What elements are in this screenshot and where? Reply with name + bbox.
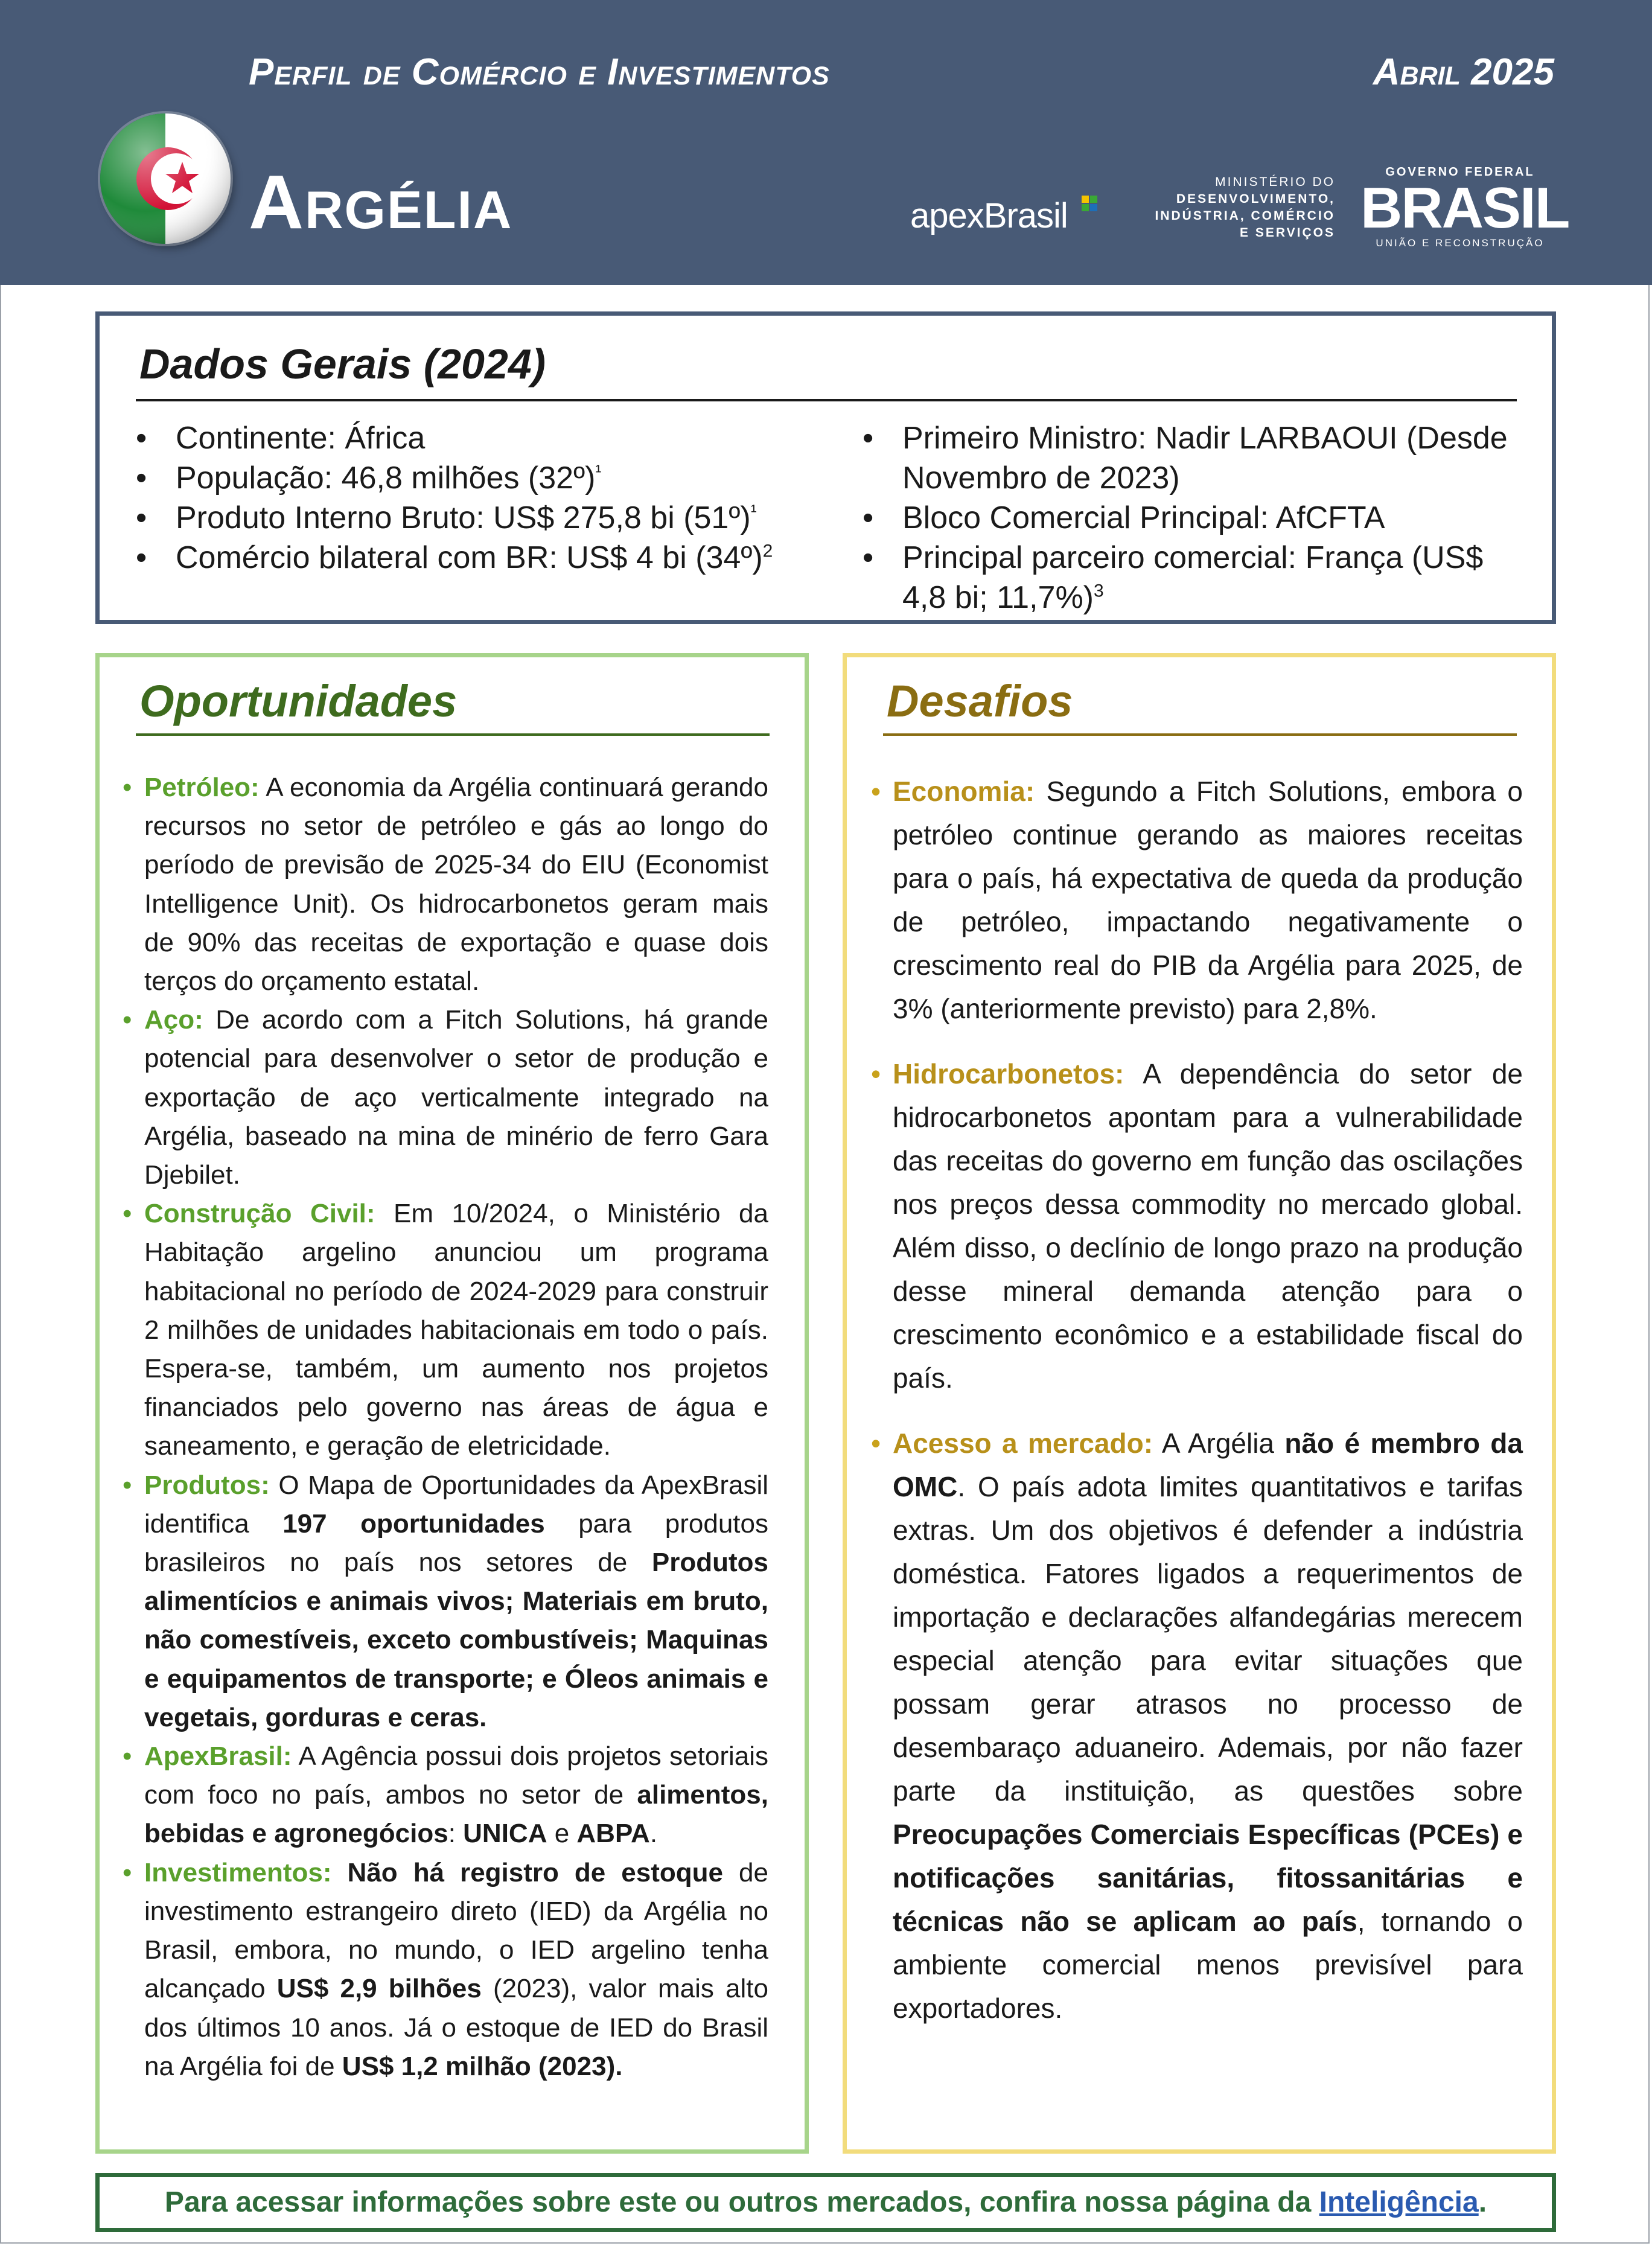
list-item-aco: • Aço: De acordo com a Fitch Solutions, há grande potencial para desenvolver o setor de produção e exportação de aço verticalmente integrado na Argélia, baseado na mina de minério de ferro Gara Djebilet. [123,1001,768,1195]
desafios-list [871,770,1523,2052]
inteligencia-link[interactable]: Inteligência [1319,2186,1479,2218]
list-item: • Produto Interno Bruto: US$ 275,8 bi (51º)$^{^1}$ [136,498,818,538]
gov-sub-text: UNIÃO E RECONSTRUÇÃO [1376,237,1545,249]
list-item-produtos: • Produtos: O Mapa de Oportunidades da ApexBrasil identifica 197 oportunidades para produtos brasileiros no país nos setores de Produtos alimentícios e animais vivos; Materiais em bruto, não comestíveis, exceto combustíveis; Maquinas e equipamentos de transporte; e Óleos animais e vegetais, gorduras e ceras. [123,1466,768,1737]
ministry-line: DESENVOLVIMENTO, [1176,192,1335,206]
dados-gerais-title: Dados Gerais (2024) [139,340,546,388]
ministry-line: INDÚSTRIA, COMÉRCIO [1155,209,1335,223]
gov-top-text: GOVERNO FEDERAL [1385,165,1535,179]
gov-brand-text: BRASIL [1360,176,1569,240]
apexbrasil-mark-icon [1082,196,1097,211]
document-title: Perfil de Comércio e Investimentos [249,51,830,93]
list-item: • População: 46,8 milhões (32º)$^{^1}$ [136,458,818,498]
footer-text: Para acessar informações sobre este ou outros mercados, confira nossa página da [164,2186,1319,2218]
ministry-line: MINISTÉRIO DO [1215,175,1335,189]
list-item-investimentos: • Investimentos: Não há registro de estoque de investimento estrangeiro direto (IED) da Argélia no Brasil, embora, no mundo, o IED argelino tenha alcançado US$ 2,9 bilhões (2023), valor mais alto dos últimos 10 anos. Já o estoque de IED do Brasil na Argélia foi de US$ 1,2 milhão (2023). [123,1854,768,2086]
dados-list-right [863,418,1526,617]
divider [136,733,770,736]
list-item: • Continente: África [136,418,818,458]
list-item-construcao: • Construção Civil: Em 10/2024, o Ministério da Habitação argelino anunciou um programa habitacional no período de 2024-2029 para construir 2 milhões de unidades habitacionais em todo o país. Espera-se, também, um aumento nos projetos financiados pelo governo nas áreas de água e saneamento, e geração de eletricidade. [123,1195,768,1466]
footer-end: . [1478,2186,1487,2218]
list-item-acesso-mercado: • Acesso a mercado: A Argélia não é membro da OMC. O país adota limites quantitativos e tarifas extras. Um dos objetivos é defender a indústria doméstica. Fatores ligados a requerimentos de importação e declarações alfandegárias merecem especial atenção para evitar situações que possam gerar atrasos no processo de desembaraço aduaneiro. Ademais, por não fazer parte da instituição, as questões sobre Preocupações Comerciais Específicas (PCEs) e notificações sanitárias, fitossanitárias e técnicas não se aplicam ao país, tornando o ambiente comercial menos previsível para exportadores. [871,1421,1523,2030]
oportunidades-panel [95,653,809,2154]
dados-list-left [136,418,818,578]
ministry-logo [1130,174,1335,241]
dados-gerais-box [95,311,1556,624]
footer-banner [95,2173,1556,2232]
desafios-panel [843,653,1556,2154]
ministry-line: E SERVIÇOS [1240,226,1335,240]
divider [136,399,1517,401]
country-name: Argélia [249,159,513,244]
desafios-title: Desafios [887,676,1073,726]
document-date: Abril 2025 [1373,51,1554,93]
list-item: • Bloco Comercial Principal: AfCFTA [863,498,1526,538]
algeria-flag-icon [100,113,231,244]
apexbrasil-logo: apexBrasil [910,196,1068,235]
divider [883,733,1517,736]
list-item: • Comércio bilateral com BR: US$ 4 bi (34º)$^2$ [136,538,818,578]
header-banner [0,0,1652,285]
list-item-economia: • Economia: Segundo a Fitch Solutions, embora o petróleo continue gerando as maiores receitas para o país, há expectativa de queda da produção de petróleo, impactando negativamente o crescimento real do PIB da Argélia para 2025, de 3% (anteriormente previsto) para 2,8%. [871,770,1523,1030]
governo-federal-logo [1360,165,1569,249]
list-item-apexbrasil: • ApexBrasil: A Agência possui dois projetos setoriais com foco no país, ambos no setor de alimentos, bebidas e agronegócios: UNICA e ABPA. [123,1737,768,1854]
list-item: • Primeiro Ministro: Nadir LARBAOUI (Desde Novembro de 2023) [863,418,1526,498]
oportunidades-list [123,768,768,2086]
list-item-petroleo: • Petróleo: A economia da Argélia continuará gerando recursos no setor de petróleo e gás ao longo do período de previsão de 2025-34 do EIU (Economist Intelligence Unit). Os hidrocarbonetos geram mais de 90% das receitas de exportação e quase dois terços do orçamento estatal. [123,768,768,1001]
list-item-hidrocarbonetos: • Hidrocarbonetos: A dependência do setor de hidrocarbonetos apontam para a vulnerabilidade das receitas do governo em função das oscilações nos preços dessa commodity no mercado global. Além disso, o declínio de longo prazo na produção desse mineral demanda atenção para o crescimento econômico e a estabilidade fiscal do país. [871,1052,1523,1400]
list-item: • Principal parceiro comercial: França (US$ 4,8 bi; 11,7%)$^3$ [863,538,1526,617]
oportunidades-title: Oportunidades [139,676,458,726]
